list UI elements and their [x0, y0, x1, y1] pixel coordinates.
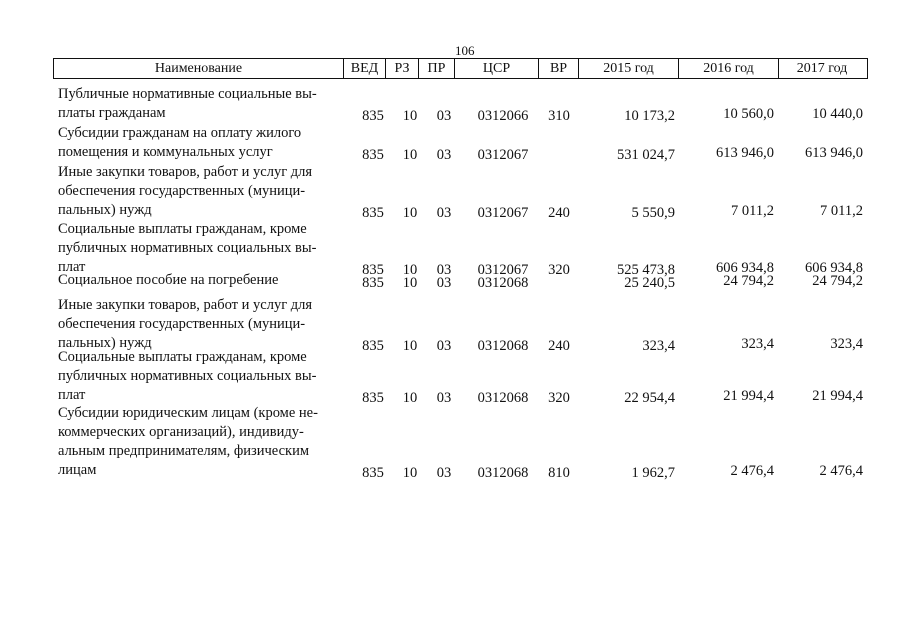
- row-value-2017: 10 440,0: [812, 106, 863, 122]
- row-ved: 835: [362, 262, 384, 278]
- row-csr: 0312068: [477, 275, 529, 291]
- header-vr: ВР: [539, 59, 579, 78]
- row-pr: 03: [436, 338, 452, 354]
- header-ved: ВЕД: [344, 59, 386, 78]
- row-name-line: Социальные выплаты гражданам, кроме: [58, 221, 307, 237]
- row-ved: 835: [362, 275, 384, 291]
- row-value-2015: 22 954,4: [624, 390, 675, 406]
- row-name: [58, 404, 336, 480]
- row-value-2017: 2 476,4: [819, 463, 863, 479]
- row-vr: 310: [548, 108, 570, 124]
- row-csr: 0312067: [477, 262, 529, 278]
- row-rz: 10: [402, 147, 418, 163]
- row-name-line: обеспечения государственных (муници-: [58, 316, 306, 332]
- row-rz: 10: [402, 465, 418, 481]
- row-rz: 10: [402, 108, 418, 124]
- row-name-line: Субсидии юридическим лицам (кроме не-: [58, 405, 318, 421]
- row-name: [58, 271, 336, 290]
- row-name: [58, 163, 336, 220]
- row-name: [58, 124, 336, 162]
- row-pr: 03: [436, 465, 452, 481]
- header-pr: ПР: [419, 59, 455, 78]
- row-ved: 835: [362, 390, 384, 406]
- row-csr: 0312068: [477, 390, 529, 406]
- row-rz: 10: [402, 390, 418, 406]
- row-vr: 240: [548, 205, 570, 221]
- row-name-line: коммерческих организаций), индивиду-: [58, 424, 304, 440]
- row-name: [58, 348, 336, 405]
- row-name-line: публичных нормативных социальных вы-: [58, 368, 317, 384]
- row-value-2017: 21 994,4: [812, 388, 863, 404]
- row-name-line: плат: [58, 259, 86, 275]
- row-ved: 835: [362, 205, 384, 221]
- row-name-line: Публичные нормативные социальные вы-: [58, 86, 317, 102]
- row-value-2015: 25 240,5: [624, 275, 675, 291]
- row-name: [58, 220, 336, 277]
- row-value-2016: 613 946,0: [716, 145, 774, 161]
- row-value-2016: 21 994,4: [723, 388, 774, 404]
- row-name-line: Иные закупки товаров, работ и услуг для: [58, 297, 313, 313]
- row-name-line: Субсидии гражданам на оплату жилого: [58, 125, 302, 141]
- row-name: [58, 296, 336, 353]
- header-csr: ЦСР: [455, 59, 539, 78]
- row-rz: 10: [402, 262, 418, 278]
- row-value-2016: 24 794,2: [723, 273, 774, 289]
- row-value-2015: 5 550,9: [631, 205, 675, 221]
- row-ved: 835: [362, 465, 384, 481]
- row-rz: 10: [402, 205, 418, 221]
- row-csr: 0312068: [477, 338, 529, 354]
- row-value-2015: 525 473,8: [617, 262, 675, 278]
- row-pr: 03: [436, 147, 452, 163]
- header-rz: РЗ: [386, 59, 419, 78]
- row-vr: 320: [548, 262, 570, 278]
- row-name-line: Иные закупки товаров, работ и услуг для: [58, 164, 313, 180]
- row-value-2016: 2 476,4: [730, 463, 774, 479]
- row-value-2017: 606 934,8: [805, 260, 863, 276]
- row-csr: 0312068: [477, 465, 529, 481]
- table-header: [53, 58, 868, 79]
- row-pr: 03: [436, 108, 452, 124]
- row-value-2017: 613 946,0: [805, 145, 863, 161]
- row-ved: 835: [362, 338, 384, 354]
- row-vr: 810: [548, 465, 570, 481]
- row-name-line: публичных нормативных социальных вы-: [58, 240, 317, 256]
- row-name: [58, 85, 336, 123]
- row-value-2016: 606 934,8: [716, 260, 774, 276]
- row-vr: 320: [548, 390, 570, 406]
- row-rz: 10: [402, 275, 418, 291]
- row-name-line: плат: [58, 387, 86, 403]
- row-csr: 0312067: [477, 205, 529, 221]
- row-name-line: обеспечения государственных (муници-: [58, 183, 306, 199]
- row-name-line: Социальное пособие на погребение: [58, 272, 279, 288]
- row-csr: 0312067: [477, 147, 529, 163]
- row-ved: 835: [362, 147, 384, 163]
- row-value-2017: 323,4: [830, 336, 863, 352]
- row-value-2017: 7 011,2: [820, 203, 863, 219]
- row-pr: 03: [436, 275, 452, 291]
- row-value-2015: 10 173,2: [624, 108, 675, 124]
- row-name-line: пальных) нужд: [58, 202, 152, 218]
- row-value-2015: 531 024,7: [617, 147, 675, 163]
- row-value-2015: 323,4: [642, 338, 675, 354]
- header-2015: 2015 год: [579, 59, 679, 78]
- row-pr: 03: [436, 205, 452, 221]
- row-vr: 240: [548, 338, 570, 354]
- header-2016: 2016 год: [679, 59, 779, 78]
- page-number: 106: [455, 43, 475, 58]
- row-value-2015: 1 962,7: [631, 465, 675, 481]
- row-rz: 10: [402, 338, 418, 354]
- row-name-line: помещения и коммунальных услуг: [58, 144, 273, 160]
- row-value-2016: 10 560,0: [723, 106, 774, 122]
- row-pr: 03: [436, 262, 452, 278]
- row-value-2016: 7 011,2: [731, 203, 774, 219]
- row-name-line: альным предпринимателям, физическим: [58, 443, 310, 459]
- row-ved: 835: [362, 108, 384, 124]
- row-value-2016: 323,4: [741, 336, 774, 352]
- header-name: Наименование: [54, 59, 344, 78]
- row-name-line: платы гражданам: [58, 105, 166, 121]
- row-value-2017: 24 794,2: [812, 273, 863, 289]
- row-pr: 03: [436, 390, 452, 406]
- row-csr: 0312066: [477, 108, 529, 124]
- row-name-line: пальных) нужд: [58, 335, 152, 351]
- row-name-line: лицам: [58, 462, 97, 478]
- row-name-line: Социальные выплаты гражданам, кроме: [58, 349, 307, 365]
- header-2017: 2017 год: [796, 61, 848, 76]
